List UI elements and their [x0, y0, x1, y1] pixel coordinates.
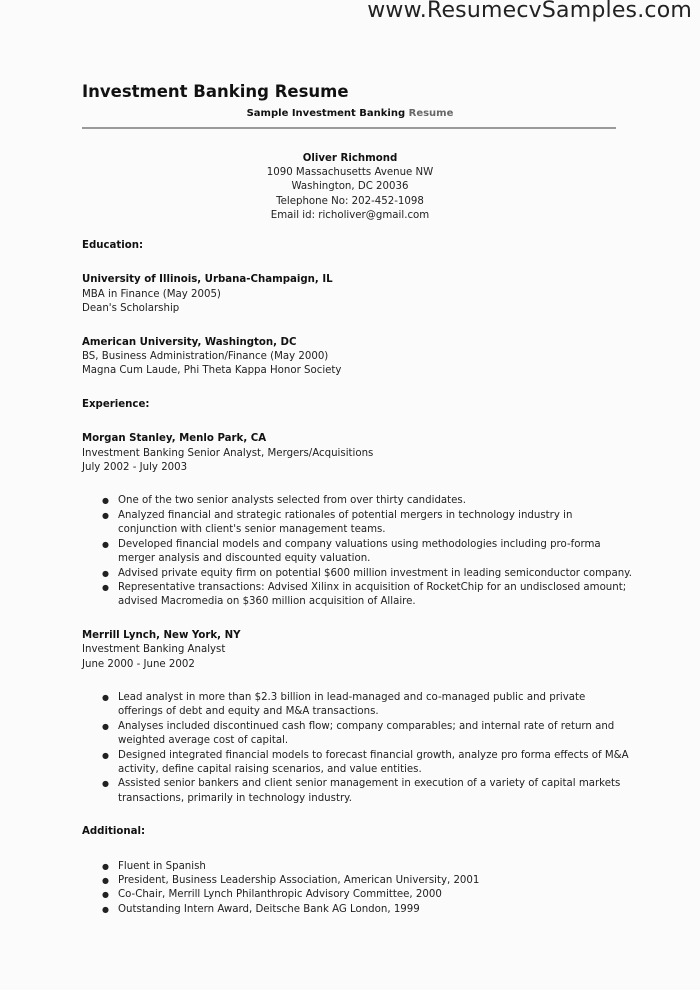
bullet-icon: ●	[102, 876, 109, 885]
honors: Magna Cum Laude, Phi Theta Kappa Honor Society	[82, 365, 342, 377]
job-bullets	[82, 691, 642, 806]
job-dates: July 2002 - July 2003	[82, 462, 188, 474]
contact-email: Email id: richoliver@gmail.com	[270, 209, 430, 221]
bullet-icon: ●	[102, 568, 109, 578]
list-item: ● Co-Chair, Merrill Lynch Philanthropic Advisory Committee, 2000	[82, 888, 632, 902]
bullet-icon: ●	[102, 582, 109, 592]
subtitle-muted: Resume	[408, 108, 454, 119]
contact-name: Oliver Richmond	[302, 153, 398, 164]
bullet-icon: ●	[102, 779, 109, 789]
list-item: ● Advised private equity firm on potential $600 million investment in leading semiconductor company.	[82, 567, 632, 581]
list-item: ● Lead analyst in more than $2.3 billion in lead-managed and co-managed public and private offerings of debt and equity and M&A transactions.	[102, 691, 586, 718]
honors: Dean's Scholarship	[82, 303, 180, 315]
bullet-icon: ●	[102, 721, 109, 731]
list-item: ● Outstanding Intern Award, Deitsche Bank AG London, 1999	[82, 903, 632, 917]
list-item: ● Analyses included discontinued cash flow; company comparables; and internal rate of return and weighted average cost of capital.	[102, 720, 615, 747]
additional-heading: Additional:	[82, 826, 146, 838]
subtitle-bold: Sample Investment Banking	[246, 108, 406, 119]
contact-block	[0, 152, 700, 223]
experience-heading: Experience:	[82, 398, 150, 410]
job-role: Investment Banking Senior Analyst, Mergers/Acquisitions	[82, 447, 374, 459]
bullet-icon: ●	[102, 890, 109, 900]
job-role: Investment Banking Analyst	[82, 644, 226, 656]
job-entry	[82, 629, 642, 806]
job-bullets	[82, 494, 642, 609]
additional-bullets	[82, 860, 642, 918]
bullet-icon: ●	[102, 861, 109, 871]
contact-address: 1090 Massachusetts Avenue NW	[266, 167, 434, 179]
company-name: Merrill Lynch, New York, NY	[82, 629, 241, 641]
bullet-icon: ●	[102, 510, 109, 520]
job-dates: June 2000 - June 2002	[82, 658, 195, 670]
list-item: ● Developed financial models and company valuations using methodologies including pro-forma merger analysis and discounted equity valuation.	[102, 538, 601, 565]
resume-body	[82, 239, 642, 917]
list-item: ● Designed integrated financial models to forecast financial growth, analyze pro forma effects of M&A activity, define capital raising scenarios, and value entities.	[102, 749, 629, 775]
contact-city: Washington, DC 20036	[291, 181, 409, 193]
education-heading: Education:	[82, 240, 144, 251]
bullet-icon: ●	[102, 539, 109, 549]
contact-phone: Telephone No: 202-452-1098	[276, 195, 424, 207]
education-entry	[82, 273, 642, 316]
school-name: University of Illinois, Urbana-Champaign, IL	[82, 274, 333, 286]
list-item: ● Assisted senior bankers and client senior management in execution of a variety of capital markets transactions, primarily in technology industry.	[102, 778, 621, 804]
list-item: ● Representative transactions: Advised Xilinx in acquisition of RocketChip for an undisclosed amount; advised Macromedia on $360 million acquisition of Allaire.	[102, 581, 627, 608]
bullet-icon: ●	[102, 750, 109, 760]
bullet-icon: ●	[102, 496, 109, 506]
company-name: Morgan Stanley, Menlo Park, CA	[82, 433, 267, 445]
job-entry	[82, 432, 642, 609]
subtitle	[0, 108, 700, 119]
list-item: ● President, Business Leadership Association, American University, 2001	[82, 874, 632, 888]
degree: BS, Business Administration/Finance (May 2000)	[82, 351, 329, 363]
page-title: Investment Banking Resume	[82, 82, 349, 101]
list-item: ● Analyzed financial and strategic rationales of potential mergers in technology industry in conjunction with client's senior management teams.	[102, 509, 573, 536]
bullet-icon: ●	[102, 904, 109, 914]
list-item: ● One of the two senior analysts selected from over thirty candidates.	[82, 494, 632, 508]
watermark: www.ResumecvSamples.com	[367, 0, 692, 23]
school-name: American University, Washington, DC	[82, 336, 297, 348]
divider	[82, 127, 616, 129]
degree: MBA in Finance (May 2005)	[82, 288, 221, 300]
bullet-icon: ●	[102, 692, 109, 702]
list-item: ● Fluent in Spanish	[82, 860, 632, 874]
education-entry	[82, 336, 642, 379]
